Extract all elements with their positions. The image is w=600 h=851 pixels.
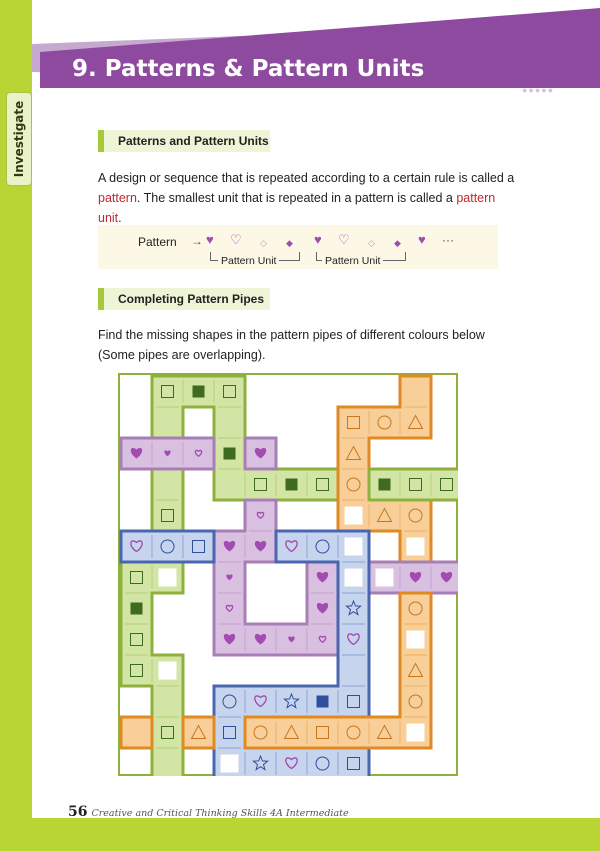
- pattern-pipes-puzzle: [118, 373, 458, 776]
- filled-diamond-icon: ◆: [394, 238, 401, 248]
- filled-square-icon: [224, 448, 236, 460]
- pipe-cell: [245, 717, 276, 748]
- ellipsis-icon: ···: [442, 233, 454, 247]
- footer: [68, 803, 349, 821]
- page-number: 56: [68, 804, 88, 820]
- header-dots-decoration: ●●●●●: [522, 85, 555, 95]
- white-blank: [407, 631, 425, 649]
- pipe-cell: [369, 717, 400, 748]
- side-tab: [6, 92, 32, 186]
- pipe-cell: [121, 531, 152, 562]
- filled-square-icon: [131, 603, 143, 615]
- pipe-cell: [152, 500, 183, 531]
- pipe-cell: [152, 531, 183, 562]
- pipe-cell: [183, 531, 214, 562]
- pipe-cell: [307, 624, 338, 655]
- pattern-pipe: [214, 500, 338, 655]
- term-pattern-unit: pattern unit: [98, 191, 496, 225]
- pipe-cell: [400, 593, 431, 624]
- pipe-cell: [276, 686, 307, 717]
- pipe-cell: [121, 562, 152, 593]
- filled-square-icon: [317, 696, 329, 708]
- pipe-cell: [338, 593, 369, 624]
- pipe-cell: [121, 624, 152, 655]
- white-blank: [376, 569, 394, 587]
- filled-square-icon: [286, 479, 298, 491]
- pipe-cell: [214, 376, 245, 407]
- pipe-cell: [152, 376, 183, 407]
- pattern-pipe: [121, 438, 276, 469]
- section-heading-pipes: [98, 288, 270, 310]
- white-blank: [407, 538, 425, 556]
- pipe-cell: [400, 686, 431, 717]
- white-blank: [159, 569, 177, 587]
- filled-heart-icon: ♥: [206, 232, 214, 247]
- pipe-cell: [338, 469, 369, 500]
- white-blank: [345, 569, 363, 587]
- section-heading-patterns: [98, 130, 270, 152]
- pipe-cell: [245, 686, 276, 717]
- book-title: Creative and Critical Thinking Skills 4A Intermediate: [91, 808, 349, 819]
- pipe-cell: [400, 500, 431, 531]
- pipe-cell: [152, 748, 183, 776]
- pipe-cell: [338, 686, 369, 717]
- pipe-cell: [307, 717, 338, 748]
- heading-bar: [98, 130, 104, 152]
- definition-text: A design or sequence that is repeated according to a certain rule is called a: [98, 171, 515, 185]
- pipe-cell: [214, 469, 245, 500]
- definition-text: .: [118, 211, 122, 225]
- outline-diamond-icon: ◇: [260, 238, 267, 248]
- pipe-cell: [338, 655, 369, 686]
- filled-heart-icon: ♥: [314, 232, 322, 247]
- pipe-cell: [338, 748, 369, 776]
- white-blank: [221, 755, 239, 773]
- pipe-cell: [121, 717, 152, 748]
- pipe-cell: [400, 655, 431, 686]
- white-blank: [345, 507, 363, 525]
- outline-diamond-icon: ◇: [368, 238, 375, 248]
- pipe-cell: [338, 407, 369, 438]
- pattern-pipe: [369, 562, 458, 593]
- filled-heart-icon: ♥: [418, 232, 426, 247]
- pipe-cell: [276, 748, 307, 776]
- pipe-cell: [152, 407, 183, 438]
- pipe-cell: [152, 717, 183, 748]
- filled-square-icon: [193, 386, 205, 398]
- pipe-cell: [214, 407, 245, 438]
- pattern-example-box: [98, 225, 498, 269]
- pipe-cell: [245, 469, 276, 500]
- pipe-cell: [338, 624, 369, 655]
- instructions-paragraph: Find the missing shapes in the pattern pipes of different colours below (Some pipes are overlapping).: [98, 328, 485, 362]
- heading-bar: [98, 288, 104, 310]
- pipe-cell: [245, 500, 276, 531]
- pipe-cell: [307, 531, 338, 562]
- pipe-cell: [152, 469, 183, 500]
- section-heading-label: Patterns and Pattern Units: [118, 134, 269, 148]
- pattern-unit-label: Pattern Unit: [322, 255, 383, 267]
- pipe-cell: [152, 686, 183, 717]
- pipe-cell: [369, 407, 400, 438]
- side-tab-label: Investigate: [12, 100, 26, 178]
- pattern-unit-label: Pattern Unit: [218, 255, 279, 267]
- section-heading-label: Completing Pattern Pipes: [118, 292, 265, 306]
- pipe-cell: [338, 438, 369, 469]
- pipe-cell: [276, 717, 307, 748]
- pipe-cell: [369, 500, 400, 531]
- definition-paragraph: [98, 168, 518, 228]
- outline-heart-icon: ♡: [230, 232, 242, 247]
- pipe-cell: [400, 376, 431, 407]
- pipe-cell: [214, 717, 245, 748]
- pipe-cell: [431, 469, 458, 500]
- pipe-cell: [121, 655, 152, 686]
- pipe-cell: [400, 469, 431, 500]
- header-banner: [0, 0, 600, 100]
- pipe-cell: [307, 469, 338, 500]
- pattern-pipe: [369, 469, 458, 500]
- white-blank: [345, 538, 363, 556]
- pipe-cell: [245, 748, 276, 776]
- pipe-cell: [183, 717, 214, 748]
- filled-square-icon: [379, 479, 391, 491]
- page-title: 9. Patterns & Pattern Units: [72, 56, 425, 82]
- pipe-cell: [214, 593, 245, 624]
- arrow-icon: →: [191, 234, 203, 248]
- white-blank: [159, 662, 177, 680]
- pipe-cell: [276, 531, 307, 562]
- outline-heart-icon: ♡: [338, 232, 350, 247]
- term-pattern: pattern: [98, 191, 137, 205]
- pattern-label: Pattern: [138, 235, 177, 249]
- white-blank: [407, 724, 425, 742]
- pipe-cell: [307, 748, 338, 776]
- filled-diamond-icon: ◆: [286, 238, 293, 248]
- pipe-cell: [400, 407, 431, 438]
- pipe-cell: [214, 686, 245, 717]
- pipe-cell: [183, 438, 214, 469]
- pipe-cell: [338, 717, 369, 748]
- definition-text: . The smallest unit that is repeated in a pattern is called a: [136, 191, 457, 205]
